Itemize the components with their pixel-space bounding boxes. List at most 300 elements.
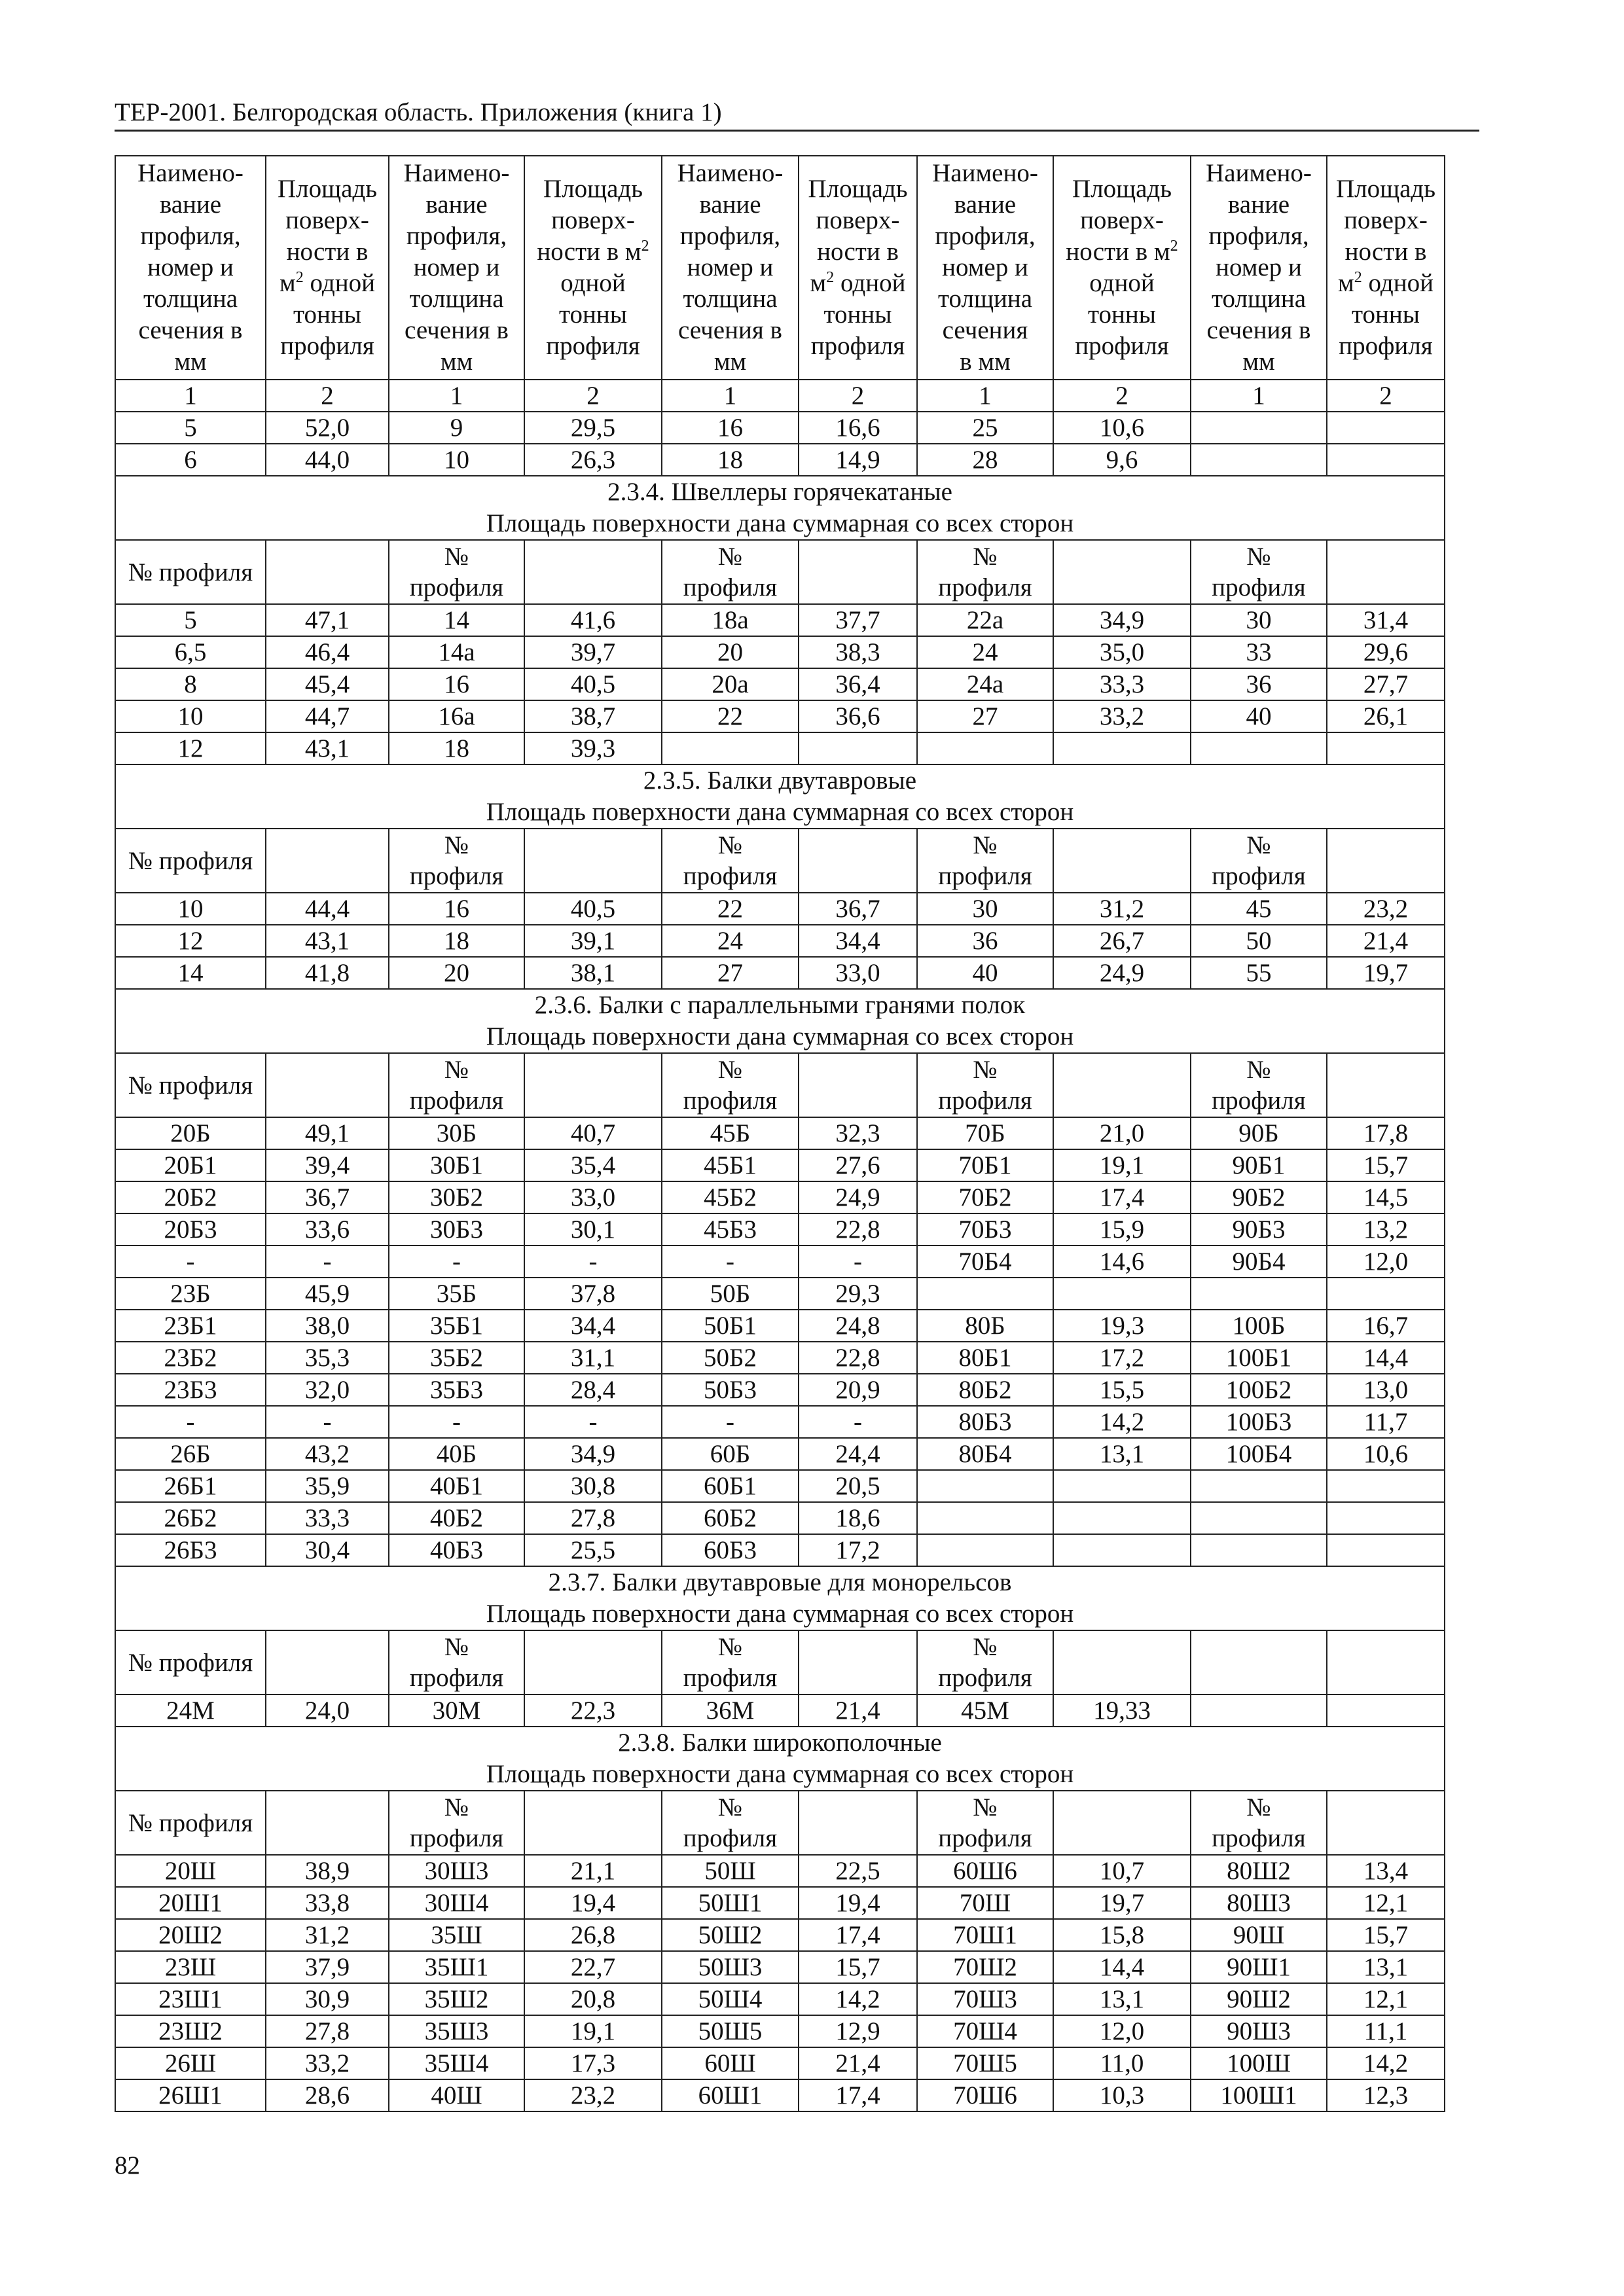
surface-area-cell: 15,8 <box>1053 1919 1191 1951</box>
surface-area-cell: 33,2 <box>1053 700 1191 732</box>
header-line <box>1327 268 1444 299</box>
surface-area-cell: 33,0 <box>524 1181 662 1213</box>
header-line: сечения в <box>1206 316 1311 344</box>
empty-label-cell <box>799 829 917 893</box>
surface-area-cell: - <box>799 1406 917 1438</box>
surface-area-cell: 33,3 <box>1053 668 1191 700</box>
section-title-row <box>115 1727 1445 1791</box>
surface-area-cell: 14,9 <box>799 444 917 476</box>
profile-number-cell: 45Б3 <box>662 1213 799 1246</box>
profile-label-no: № <box>717 1633 743 1661</box>
profile-label-cell <box>662 1791 799 1855</box>
column-number-cell: 1 <box>662 380 799 412</box>
profile-label-word: профиля <box>1212 862 1306 890</box>
profile-number-cell: 45М <box>917 1695 1053 1727</box>
table-row <box>115 1278 1445 1310</box>
profile-number-cell <box>917 1278 1053 1310</box>
table-row <box>115 412 1445 444</box>
profile-number-cell <box>1191 1695 1327 1727</box>
surface-area-cell: 17,2 <box>1053 1342 1191 1374</box>
profile-number-cell: 80Б <box>917 1310 1053 1342</box>
table-row <box>115 1310 1445 1342</box>
profile-number-cell: 26Ш1 <box>115 2079 266 2111</box>
surface-area-cell: 30,9 <box>266 1983 389 2015</box>
profile-label-cell <box>115 829 266 893</box>
profiles-surface-table <box>115 155 1445 2112</box>
profile-number-cell: 22а <box>917 604 1053 636</box>
header-line: профиля, <box>406 222 507 250</box>
surface-area-cell: 40,7 <box>524 1117 662 1149</box>
profile-label-text: № профиля <box>128 1648 253 1677</box>
page-header: ТЕР-2001. Белгородская область. Приложения (книга 1) <box>115 98 722 126</box>
header-line: мм <box>1242 348 1275 376</box>
surface-area-cell: 12,1 <box>1327 1887 1445 1919</box>
profile-label-no: № <box>717 831 743 859</box>
header-line: профиля, <box>140 222 241 250</box>
profile-number-cell: 60Б1 <box>662 1470 799 1502</box>
profile-label-no: № <box>444 1793 469 1821</box>
surface-area-cell: 23,2 <box>524 2079 662 2111</box>
header-line: мм <box>440 348 473 376</box>
profile-label-word: профиля <box>683 573 778 601</box>
profile-label-word: профиля <box>409 1086 504 1115</box>
profile-number-cell: 20 <box>662 636 799 668</box>
column-number-cell: 1 <box>389 380 524 412</box>
section-title: 2.3.8. Балки широкополочные <box>618 1729 942 1757</box>
header-line: профиля <box>280 332 374 360</box>
profile-number-cell: 30Б2 <box>389 1181 524 1213</box>
surface-area-cell: 24,9 <box>1053 957 1191 989</box>
profile-label-cell <box>662 540 799 604</box>
empty-label-cell <box>266 1053 389 1117</box>
header-line: Площадь <box>1335 175 1436 203</box>
header-line: толщина <box>143 285 238 313</box>
profile-label-cell <box>917 1630 1053 1695</box>
surface-area-cell: 17,2 <box>799 1534 917 1566</box>
surface-area-cell: 44,4 <box>266 893 389 925</box>
profile-number-cell: 50 <box>1191 925 1327 957</box>
profile-number-cell: 45Б <box>662 1117 799 1149</box>
profile-number-cell: 80Ш3 <box>1191 1887 1327 1919</box>
profile-number-cell: 23Ш <box>115 1951 266 1983</box>
profile-number-cell <box>917 1534 1053 1566</box>
table-row <box>115 1406 1445 1438</box>
empty-label-cell <box>1053 540 1191 604</box>
profile-label-word: профиля <box>1212 573 1306 601</box>
surface-area-cell: 13,1 <box>1327 1951 1445 1983</box>
header-line: ности в <box>1344 238 1427 266</box>
surface-area-cell: 10,3 <box>1053 2079 1191 2111</box>
profile-number-cell: 50Б3 <box>662 1374 799 1406</box>
empty-label-cell <box>524 829 662 893</box>
surface-area-cell: 37,8 <box>524 1278 662 1310</box>
profile-number-cell <box>1191 444 1327 476</box>
header-line: тонны <box>559 300 627 329</box>
surface-area-cell: 13,1 <box>1053 1983 1191 2015</box>
profile-label-no: № <box>1246 1793 1271 1821</box>
surface-area-cell: 19,3 <box>1053 1310 1191 1342</box>
surface-area-cell: 35,0 <box>1053 636 1191 668</box>
profile-number-cell: 22 <box>662 700 799 732</box>
empty-label-cell <box>266 829 389 893</box>
profile-number-cell: 26Б2 <box>115 1502 266 1534</box>
profile-number-cell: 36М <box>662 1695 799 1727</box>
profile-number-cell: 27 <box>662 957 799 989</box>
surface-area-cell: 38,9 <box>266 1855 389 1887</box>
surface-area-cell: 41,8 <box>266 957 389 989</box>
profile-number-cell: 50Ш2 <box>662 1919 799 1951</box>
header-line: мм <box>713 348 747 376</box>
surface-area-cell: 18,6 <box>799 1502 917 1534</box>
surface-area-cell <box>1327 1278 1445 1310</box>
superscript: 2 <box>826 269 835 286</box>
profile-label-text: № профиля <box>128 1071 253 1100</box>
empty-label-cell <box>799 1053 917 1117</box>
surface-area-cell: 17,4 <box>1053 1181 1191 1213</box>
profile-label-word: профиля <box>683 1664 778 1692</box>
header-cell-profile-name <box>662 156 799 380</box>
profile-number-cell: 55 <box>1191 957 1327 989</box>
profile-number-cell: 70Б <box>917 1117 1053 1149</box>
header-line <box>525 236 661 268</box>
profile-number-cell: 50Ш3 <box>662 1951 799 1983</box>
profile-label-word: профиля <box>683 1824 778 1852</box>
profile-number-cell: 50Б1 <box>662 1310 799 1342</box>
profile-number-cell: 60Ш <box>662 2047 799 2079</box>
table-row <box>115 1983 1445 2015</box>
column-number-cell: 2 <box>1053 380 1191 412</box>
header-line <box>799 268 916 299</box>
header-line: Наимено- <box>677 159 784 187</box>
profile-label-text: № профиля <box>128 558 253 586</box>
profile-number-cell: 10 <box>115 700 266 732</box>
section-note: Площадь поверхности дана суммарная со всех сторон <box>486 798 1074 826</box>
profile-number-cell: 50Ш4 <box>662 1983 799 2015</box>
profile-number-cell: 40Б2 <box>389 1502 524 1534</box>
surface-area-cell: 26,8 <box>524 1919 662 1951</box>
surface-area-cell: 13,2 <box>1327 1213 1445 1246</box>
profile-number-cell: 20Б <box>115 1117 266 1149</box>
header-line: номер и <box>687 253 774 281</box>
column-number-row <box>115 380 1445 412</box>
profile-number-cell: 24М <box>115 1695 266 1727</box>
profile-number-cell: 20Ш1 <box>115 1887 266 1919</box>
profile-number-cell: 22 <box>662 893 799 925</box>
profile-number-cell: 30 <box>1191 604 1327 636</box>
surface-area-cell <box>1053 1534 1191 1566</box>
table-row <box>115 1919 1445 1951</box>
surface-area-cell: 14,2 <box>1053 1406 1191 1438</box>
section-title-cell <box>115 989 1445 1053</box>
header-line: поверх- <box>1344 206 1428 234</box>
profile-number-cell: 80Ш2 <box>1191 1855 1327 1887</box>
profile-number-cell: 26Ш <box>115 2047 266 2079</box>
profile-number-cell: - <box>662 1246 799 1278</box>
surface-area-cell: 30,1 <box>524 1213 662 1246</box>
profile-number-cell: 60Ш1 <box>662 2079 799 2111</box>
surface-area-cell: 38,1 <box>524 957 662 989</box>
surface-area-cell: 11,7 <box>1327 1406 1445 1438</box>
surface-area-cell: 24,0 <box>266 1695 389 1727</box>
profile-number-cell <box>1191 1502 1327 1534</box>
table-row <box>115 1117 1445 1149</box>
empty-label-cell <box>1053 829 1191 893</box>
table-row <box>115 2015 1445 2047</box>
surface-area-cell: 10,6 <box>1327 1438 1445 1470</box>
surface-area-cell: 22,8 <box>799 1213 917 1246</box>
section-title: 2.3.7. Балки двутавровые для монорельсов <box>548 1568 1012 1596</box>
empty-label-cell <box>1327 540 1445 604</box>
profile-number-cell: 28 <box>917 444 1053 476</box>
section-title-row <box>115 476 1445 540</box>
profile-label-cell <box>1191 1053 1327 1117</box>
surface-area-cell: 29,3 <box>799 1278 917 1310</box>
profile-number-cell: - <box>115 1406 266 1438</box>
profile-number-cell <box>917 1502 1053 1534</box>
header-cell-surface-area <box>799 156 917 380</box>
profile-number-cell: - <box>115 1246 266 1278</box>
unit-text: одной <box>834 269 906 297</box>
profile-label-word: профиля <box>409 1664 504 1692</box>
profile-label-row <box>115 1791 1445 1855</box>
surface-area-cell: 22,3 <box>524 1695 662 1727</box>
profile-number-cell: 33 <box>1191 636 1327 668</box>
header-cell-profile-name <box>115 156 266 380</box>
section-title: 2.3.4. Швеллеры горячекатаные <box>607 478 952 506</box>
profile-number-cell: 100Ш1 <box>1191 2079 1327 2111</box>
surface-area-cell: 11,1 <box>1327 2015 1445 2047</box>
profile-number-cell: 12 <box>115 925 266 957</box>
section-title-cell <box>115 1566 1445 1630</box>
profile-number-cell: 23Ш1 <box>115 1983 266 2015</box>
profile-number-cell <box>662 732 799 764</box>
profile-number-cell: 30Ш4 <box>389 1887 524 1919</box>
surface-area-cell: 36,4 <box>799 668 917 700</box>
surface-area-cell: 44,0 <box>266 444 389 476</box>
profile-label-row <box>115 1630 1445 1695</box>
header-cell-profile-name <box>389 156 524 380</box>
table-body <box>115 156 1445 2111</box>
surface-area-cell <box>1053 1278 1191 1310</box>
header-line: толщина <box>1211 285 1307 313</box>
profile-number-cell: 35Б2 <box>389 1342 524 1374</box>
header-line: ности в <box>286 238 369 266</box>
surface-area-cell: 16,6 <box>799 412 917 444</box>
surface-area-cell: 39,3 <box>524 732 662 764</box>
surface-area-cell: 41,6 <box>524 604 662 636</box>
surface-area-cell: 11,0 <box>1053 2047 1191 2079</box>
surface-area-cell: 33,3 <box>266 1502 389 1534</box>
column-number-cell: 2 <box>1327 380 1445 412</box>
profile-label-no: № <box>973 831 998 859</box>
surface-area-cell: 44,7 <box>266 700 389 732</box>
table-row <box>115 957 1445 989</box>
surface-area-cell: 28,6 <box>266 2079 389 2111</box>
profile-number-cell <box>1191 1278 1327 1310</box>
empty-label-cell <box>524 1791 662 1855</box>
surface-area-cell <box>1327 1470 1445 1502</box>
profile-label-cell <box>917 540 1053 604</box>
empty-label-cell <box>266 540 389 604</box>
section-title-row <box>115 1566 1445 1630</box>
surface-area-cell: 19,4 <box>524 1887 662 1919</box>
section-title-cell <box>115 1727 1445 1791</box>
profile-label-cell <box>662 829 799 893</box>
surface-area-cell: 15,7 <box>799 1951 917 1983</box>
table-row <box>115 1438 1445 1470</box>
surface-area-cell: 24,9 <box>799 1181 917 1213</box>
profile-number-cell: 30Ш3 <box>389 1855 524 1887</box>
section-title-row <box>115 764 1445 829</box>
header-line: поверх- <box>1080 206 1164 234</box>
table-row <box>115 1342 1445 1374</box>
table-row <box>115 1855 1445 1887</box>
empty-label-cell <box>1327 1053 1445 1117</box>
profile-label-cell <box>1191 829 1327 893</box>
header-line: поверх- <box>285 206 369 234</box>
profile-number-cell: 80Б2 <box>917 1374 1053 1406</box>
header-line: вание <box>699 190 761 219</box>
table-row <box>115 604 1445 636</box>
profile-number-cell: 45Б1 <box>662 1149 799 1181</box>
surface-area-cell: 9,6 <box>1053 444 1191 476</box>
profile-number-cell: 30Б <box>389 1117 524 1149</box>
surface-area-cell: 34,4 <box>799 925 917 957</box>
surface-area-cell <box>1327 412 1445 444</box>
profile-label-cell <box>662 1630 799 1695</box>
surface-area-cell: 43,2 <box>266 1438 389 1470</box>
unit-text: одной <box>1362 269 1434 297</box>
column-number-cell: 1 <box>115 380 266 412</box>
surface-area-cell: 30,8 <box>524 1470 662 1502</box>
profile-label-word: профиля <box>938 862 1032 890</box>
surface-area-cell: 20,9 <box>799 1374 917 1406</box>
profile-number-cell: 24а <box>917 668 1053 700</box>
surface-area-cell: 14,5 <box>1327 1181 1445 1213</box>
surface-area-cell: 14,2 <box>1327 2047 1445 2079</box>
header-line: Площадь <box>277 175 378 203</box>
empty-label-cell <box>1053 1791 1191 1855</box>
surface-area-cell: 15,5 <box>1053 1374 1191 1406</box>
header-line: номер и <box>942 253 1028 281</box>
table-row <box>115 1887 1445 1919</box>
empty-label-cell <box>1053 1053 1191 1117</box>
profile-number-cell: 45 <box>1191 893 1327 925</box>
profile-number-cell: 5 <box>115 604 266 636</box>
empty-label-cell <box>799 1791 917 1855</box>
surface-area-cell: 17,4 <box>799 1919 917 1951</box>
surface-area-cell: 39,4 <box>266 1149 389 1181</box>
surface-area-cell: 22,7 <box>524 1951 662 1983</box>
surface-area-cell: 19,7 <box>1327 957 1445 989</box>
table-row <box>115 1534 1445 1566</box>
surface-area-cell: 16,7 <box>1327 1310 1445 1342</box>
profile-number-cell: 40 <box>917 957 1053 989</box>
surface-area-cell: 38,3 <box>799 636 917 668</box>
surface-area-cell: 40,5 <box>524 668 662 700</box>
table-row <box>115 444 1445 476</box>
surface-area-cell: 19,1 <box>524 2015 662 2047</box>
profile-number-cell: 16а <box>389 700 524 732</box>
surface-area-cell: 10,6 <box>1053 412 1191 444</box>
profile-number-cell: 70Б4 <box>917 1246 1053 1278</box>
profile-number-cell: 90Ш <box>1191 1919 1327 1951</box>
profile-number-cell: 90Б <box>1191 1117 1327 1149</box>
surface-area-cell: 14,4 <box>1327 1342 1445 1374</box>
profile-number-cell: 12 <box>115 732 266 764</box>
header-line: Площадь <box>1072 175 1172 203</box>
surface-area-cell: 35,9 <box>266 1470 389 1502</box>
surface-area-cell: 19,1 <box>1053 1149 1191 1181</box>
surface-area-cell: 19,4 <box>799 1887 917 1919</box>
header-line: сечения <box>942 316 1028 344</box>
surface-area-cell: 26,7 <box>1053 925 1191 957</box>
header-line: Площадь <box>808 175 908 203</box>
surface-area-cell: 14,4 <box>1053 1951 1191 1983</box>
surface-area-cell: - <box>524 1246 662 1278</box>
header-line: вание <box>159 190 222 219</box>
surface-area-cell: 27,6 <box>799 1149 917 1181</box>
section-title-row <box>115 989 1445 1053</box>
page-number: 82 <box>115 2151 140 2179</box>
header-line: вание <box>954 190 1017 219</box>
profile-label-word: профиля <box>938 573 1032 601</box>
profile-label-no: № <box>973 1056 998 1084</box>
surface-area-cell: 36,7 <box>799 893 917 925</box>
surface-area-cell: 52,0 <box>266 412 389 444</box>
profile-number-cell: 27 <box>917 700 1053 732</box>
surface-area-cell: 43,1 <box>266 925 389 957</box>
profile-label-row <box>115 540 1445 604</box>
profile-number-cell: 30М <box>389 1695 524 1727</box>
profile-label-no: № <box>717 1056 743 1084</box>
table-row <box>115 1374 1445 1406</box>
profile-label-word: профиля <box>938 1664 1032 1692</box>
surface-area-cell: 34,4 <box>524 1310 662 1342</box>
profile-label-text: № профиля <box>128 846 253 875</box>
profile-number-cell: 16 <box>389 668 524 700</box>
header-line: тонны <box>823 300 892 329</box>
header-line: мм <box>174 348 207 376</box>
profile-number-cell: 100Б4 <box>1191 1438 1327 1470</box>
section-title: 2.3.6. Балки с параллельными гранями полок <box>534 991 1026 1019</box>
surface-area-cell: 22,8 <box>799 1342 917 1374</box>
surface-area-cell: 31,2 <box>1053 893 1191 925</box>
header-rule <box>115 130 1479 132</box>
profile-number-cell: 70Ш3 <box>917 1983 1053 2015</box>
profile-number-cell: 40Б3 <box>389 1534 524 1566</box>
empty-label-cell <box>1327 1630 1445 1695</box>
surface-area-cell: 13,4 <box>1327 1855 1445 1887</box>
profile-number-cell <box>917 732 1053 764</box>
empty-label-cell <box>266 1791 389 1855</box>
surface-area-cell: 13,0 <box>1327 1374 1445 1406</box>
profile-number-cell: 14а <box>389 636 524 668</box>
header-line: Наимено- <box>1206 159 1312 187</box>
profile-number-cell: 70Б1 <box>917 1149 1053 1181</box>
profile-number-cell <box>1191 412 1327 444</box>
superscript: 2 <box>295 269 304 286</box>
profile-number-cell: 100Ш <box>1191 2047 1327 2079</box>
profile-number-cell: 14 <box>389 604 524 636</box>
surface-area-cell: 32,3 <box>799 1117 917 1149</box>
profile-label-row <box>115 1053 1445 1117</box>
surface-area-cell: 32,0 <box>266 1374 389 1406</box>
profile-label-no: № <box>973 543 998 571</box>
profile-number-cell: 6,5 <box>115 636 266 668</box>
surface-area-cell: 36,7 <box>266 1181 389 1213</box>
profile-label-cell <box>389 1053 524 1117</box>
